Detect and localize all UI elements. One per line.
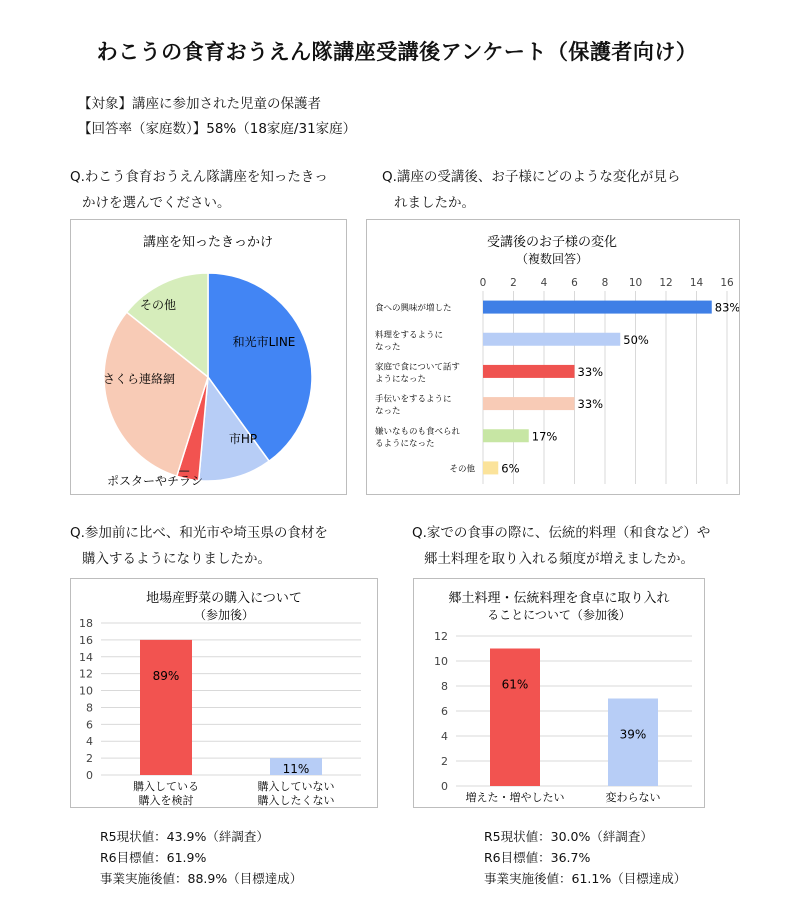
bar-value-label: 11% bbox=[282, 762, 310, 777]
y-tick-label: 6 bbox=[441, 705, 448, 718]
y-tick-label: 12 bbox=[434, 630, 448, 643]
stats-right-after: 事業実施後値：61.1%（目標達成） bbox=[484, 871, 687, 886]
y-tick-label: 2 bbox=[441, 755, 448, 768]
category-label: 手伝いをするように bbox=[375, 394, 452, 405]
question-3 bbox=[70, 520, 328, 572]
y-tick-label: 8 bbox=[86, 701, 93, 715]
bar bbox=[483, 333, 620, 346]
question-1-line1: Q.わこう食育おうえん隊講座を知ったきっ bbox=[70, 169, 328, 185]
bar-value-label: 39% bbox=[619, 727, 647, 742]
y-tick-label: 14 bbox=[79, 650, 93, 664]
y-tick-label: 0 bbox=[441, 780, 448, 793]
chart-title: 地場産野菜の購入について bbox=[146, 591, 302, 606]
category-label: その他 bbox=[449, 464, 475, 475]
bar-value-label: 50% bbox=[623, 332, 649, 347]
bar bbox=[608, 699, 658, 787]
question-2-line2: れましたか。 bbox=[394, 195, 475, 211]
chart-subtitle: ることについて（参加後） bbox=[487, 608, 631, 622]
category-label: 料理をするように bbox=[375, 330, 444, 341]
category-label: 購入したくない bbox=[257, 794, 335, 807]
pie-slice-label: その他 bbox=[139, 298, 177, 312]
question-4 bbox=[412, 520, 710, 572]
bar-value-label: 89% bbox=[152, 668, 180, 683]
question-2 bbox=[382, 164, 680, 216]
question-4-line2: 郷土料理を取り入れる頻度が増えましたか。 bbox=[424, 551, 694, 567]
response-rate-line bbox=[78, 117, 356, 137]
vbar-chart-left bbox=[71, 579, 377, 807]
category-label: 増えた・増やしたい bbox=[465, 791, 565, 804]
category-label: 購入していない bbox=[257, 780, 335, 793]
page-title: わこうの食育おうえん隊講座受講後アンケート（保護者向け） bbox=[96, 40, 698, 64]
question-3-line1: Q.参加前に比べ、和光市や埼玉県の食材を bbox=[70, 525, 328, 541]
target-value: 講座に参加された児童の保護者 bbox=[132, 96, 321, 112]
bar bbox=[483, 429, 529, 442]
chart-subtitle: （参加後） bbox=[193, 608, 255, 622]
bar-value-label: 17% bbox=[531, 429, 558, 444]
chart-title: 講座を知ったきっかけ bbox=[142, 235, 274, 250]
y-tick-label: 8 bbox=[441, 680, 448, 693]
y-tick-label: 0 bbox=[86, 769, 93, 782]
stats-right-r5: R5現状値：30.0%（絆調査） bbox=[484, 829, 653, 844]
bar bbox=[490, 649, 540, 787]
hbar-chart-panel bbox=[366, 219, 740, 495]
stats-left-after: 事業実施後値：88.9%（目標達成） bbox=[100, 871, 303, 886]
x-tick-label: 8 bbox=[601, 277, 609, 289]
y-tick-label: 4 bbox=[441, 730, 448, 743]
category-label: 嫌いなものも食べられ bbox=[375, 426, 461, 437]
vbar-chart-left-panel bbox=[70, 578, 378, 808]
category-label: ようになった bbox=[375, 374, 427, 385]
category-label: 購入している bbox=[133, 780, 199, 793]
x-tick-label: 12 bbox=[659, 277, 673, 289]
bar-value-label: 33% bbox=[577, 364, 604, 379]
category-label: なった bbox=[375, 406, 401, 417]
response-rate-value: 58%（18家庭/31家庭） bbox=[206, 121, 357, 137]
bar-value-label: 61% bbox=[501, 677, 529, 692]
y-tick-label: 12 bbox=[79, 667, 93, 681]
chart-subtitle: （複数回答） bbox=[515, 252, 589, 266]
stats-right-r6: R6目標値：36.7% bbox=[484, 850, 591, 865]
x-tick-label: 6 bbox=[571, 277, 578, 289]
pie-slice-label: ポスターやチラシ bbox=[106, 474, 204, 488]
vbar-chart-right bbox=[414, 579, 704, 807]
y-tick-label: 4 bbox=[86, 735, 93, 749]
bar bbox=[483, 461, 498, 474]
question-1-line2: かけを選んでください。 bbox=[82, 195, 231, 211]
x-tick-label: 4 bbox=[540, 277, 548, 289]
pie-chart bbox=[71, 220, 346, 494]
pie-slice-label: 市HP bbox=[228, 432, 258, 446]
stats-right bbox=[484, 826, 686, 889]
bar bbox=[483, 301, 712, 314]
target-label: 【対象】 bbox=[78, 96, 132, 112]
x-tick-label: 2 bbox=[510, 277, 517, 289]
bar-value-label: 83% bbox=[714, 300, 739, 315]
y-tick-label: 10 bbox=[79, 684, 93, 698]
response-rate-label: 【回答率（家庭数）】 bbox=[78, 121, 207, 137]
pie-chart-panel bbox=[70, 219, 347, 495]
stats-left-r5: R5現状値：43.9%（絆調査） bbox=[100, 829, 269, 844]
question-1 bbox=[70, 164, 328, 216]
question-2-line1: Q.講座の受講後、お子様にどのような変化が見ら bbox=[382, 169, 681, 185]
y-tick-label: 6 bbox=[86, 718, 93, 732]
category-label: 家庭で食について話す bbox=[375, 362, 460, 373]
x-tick-label: 16 bbox=[720, 277, 734, 289]
stats-left-r6: R6目標値：61.9% bbox=[100, 850, 207, 865]
x-tick-label: 10 bbox=[628, 277, 643, 289]
category-label: 購入を検討 bbox=[138, 794, 194, 807]
category-label: るようになった bbox=[375, 438, 435, 449]
hbar-chart bbox=[367, 220, 739, 494]
category-label: 変わらない bbox=[605, 791, 661, 804]
bar-value-label: 6% bbox=[501, 461, 520, 476]
chart-title: 郷土料理・伝統料理を食卓に取り入れ bbox=[448, 591, 670, 606]
category-label: なった bbox=[375, 342, 401, 353]
y-tick-label: 18 bbox=[79, 617, 93, 630]
pie-slice-label: さくら連絡網 bbox=[102, 372, 176, 386]
pie-slice-label: 和光市LINE bbox=[232, 335, 296, 349]
bar bbox=[140, 640, 192, 775]
stats-left bbox=[100, 826, 302, 889]
x-tick-label: 0 bbox=[479, 277, 487, 289]
bar bbox=[483, 365, 575, 378]
y-tick-label: 10 bbox=[434, 655, 448, 668]
target-line bbox=[78, 92, 321, 112]
y-tick-label: 2 bbox=[86, 752, 93, 766]
question-4-line1: Q.家での食事の際に、伝統的料理（和食など）や bbox=[412, 525, 711, 541]
question-3-line2: 購入するようになりましたか。 bbox=[82, 551, 271, 567]
x-tick-label: 14 bbox=[689, 277, 704, 289]
bar-value-label: 33% bbox=[577, 397, 604, 412]
chart-title: 受講後のお子様の変化 bbox=[486, 235, 618, 250]
category-label: 食への興味が増した bbox=[375, 303, 452, 314]
y-tick-label: 16 bbox=[79, 633, 93, 647]
vbar-chart-right-panel bbox=[413, 578, 705, 808]
bar bbox=[483, 397, 575, 410]
